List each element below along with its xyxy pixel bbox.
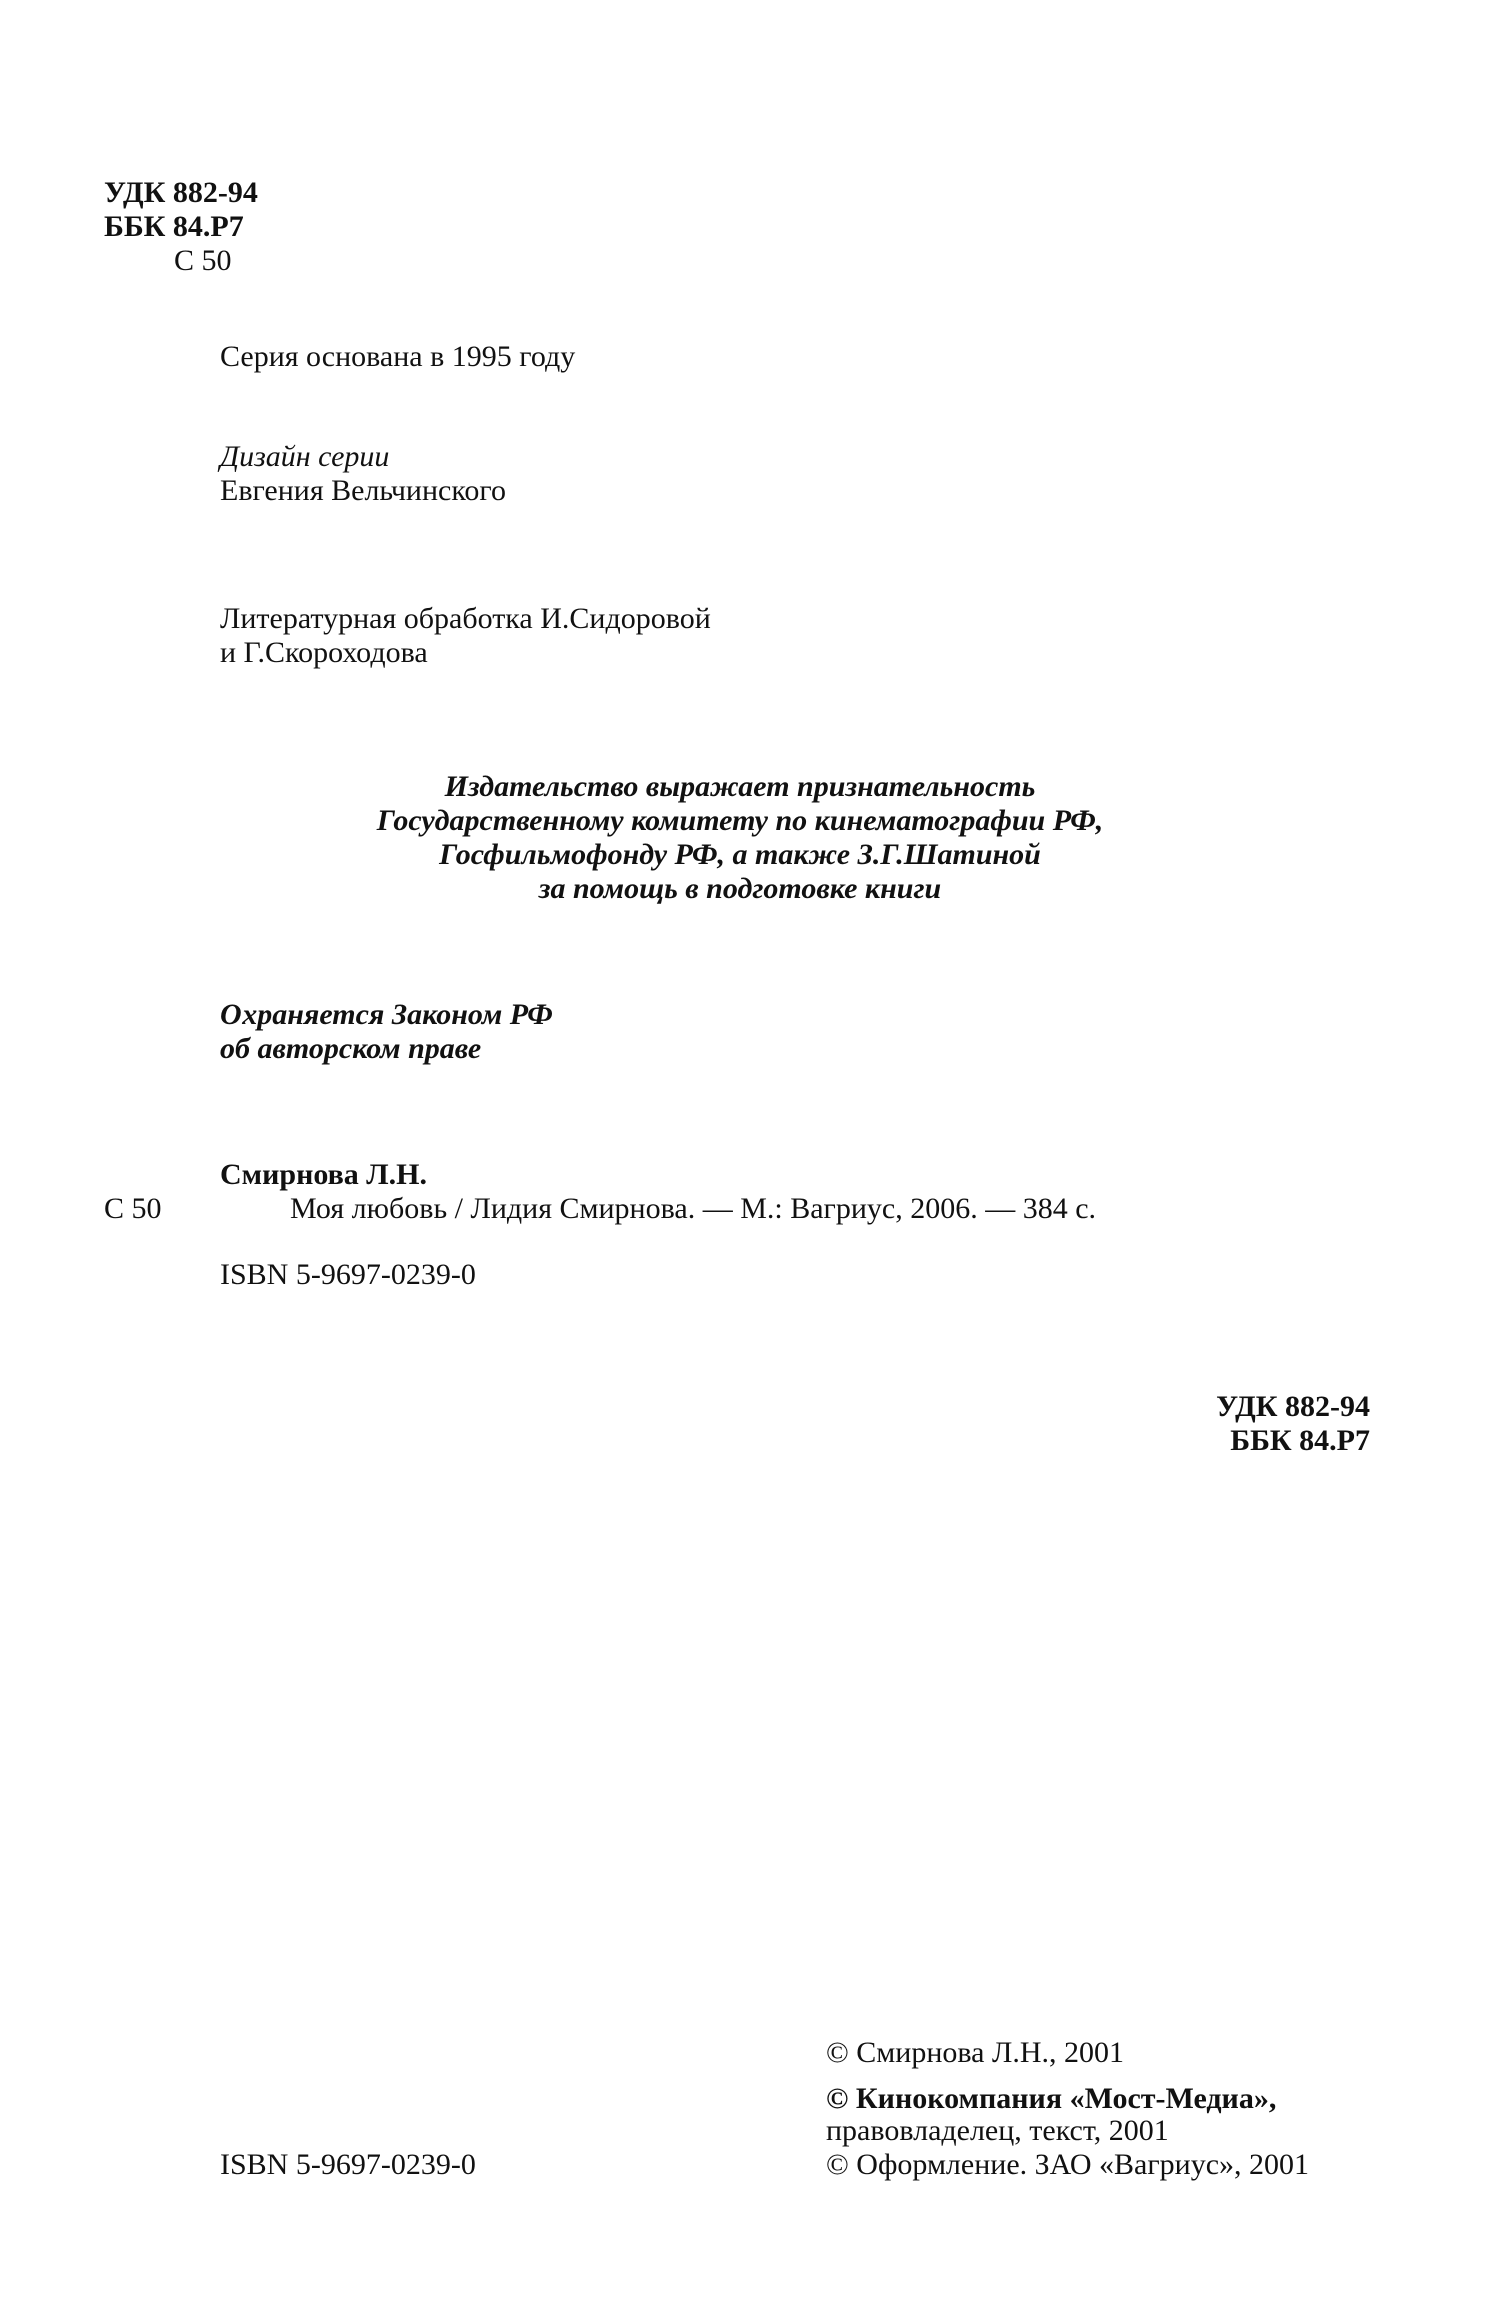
copyright-law-line1: Охраняется Законом РФ [220,998,553,1031]
copyright-design: © Оформление. ЗАО «Вагриус», 2001 [826,2148,1310,2181]
acknowledgement-line2: Государственному комитету по кинематографии РФ, [376,804,1104,837]
udk-code: УДК 882-94 [104,176,258,209]
acknowledgement-line3: Госфильмофонду РФ, а также З.Г.Шатиной [439,838,1041,871]
copyright-author: © Смирнова Л.Н., 2001 [826,2036,1124,2069]
footer-isbn: ISBN 5-9697-0239-0 [220,2148,476,2181]
literary-processing-line2: и Г.Скороходова [220,636,428,669]
bibliographic-description: Моя любовь / Лидия Смирнова. — М.: Вагриус, 2006. — 384 с. [290,1192,1097,1225]
udk-code-right: УДК 882-94 [1216,1390,1370,1423]
literary-processing-line1: Литературная обработка И.Сидоровой [220,602,711,635]
bbk-code: ББК 84.Р7 [104,210,244,243]
copyright-film-company-line2: правовладелец, текст, 2001 [826,2114,1169,2147]
author-mark: С 50 [174,244,232,277]
series-founded: Серия основана в 1995 году [220,340,576,373]
design-label: Дизайн серии [220,440,390,473]
acknowledgement-line1: Издательство выражает признательность [444,770,1036,803]
bibliographic-isbn: ISBN 5-9697-0239-0 [220,1258,476,1291]
bbk-code-right: ББК 84.Р7 [1230,1424,1370,1457]
copyright-film-company-line1: © Кинокомпания «Мост-Медиа», [826,2082,1277,2115]
copyright-law-line2: об авторском праве [220,1032,482,1065]
acknowledgement-line4: за помощь в подготовке книги [538,872,942,905]
designer-name: Евгения Вельчинского [220,474,506,507]
bibliographic-mark: С 50 [104,1192,162,1225]
bibliographic-author: Смирнова Л.Н. [220,1158,427,1191]
